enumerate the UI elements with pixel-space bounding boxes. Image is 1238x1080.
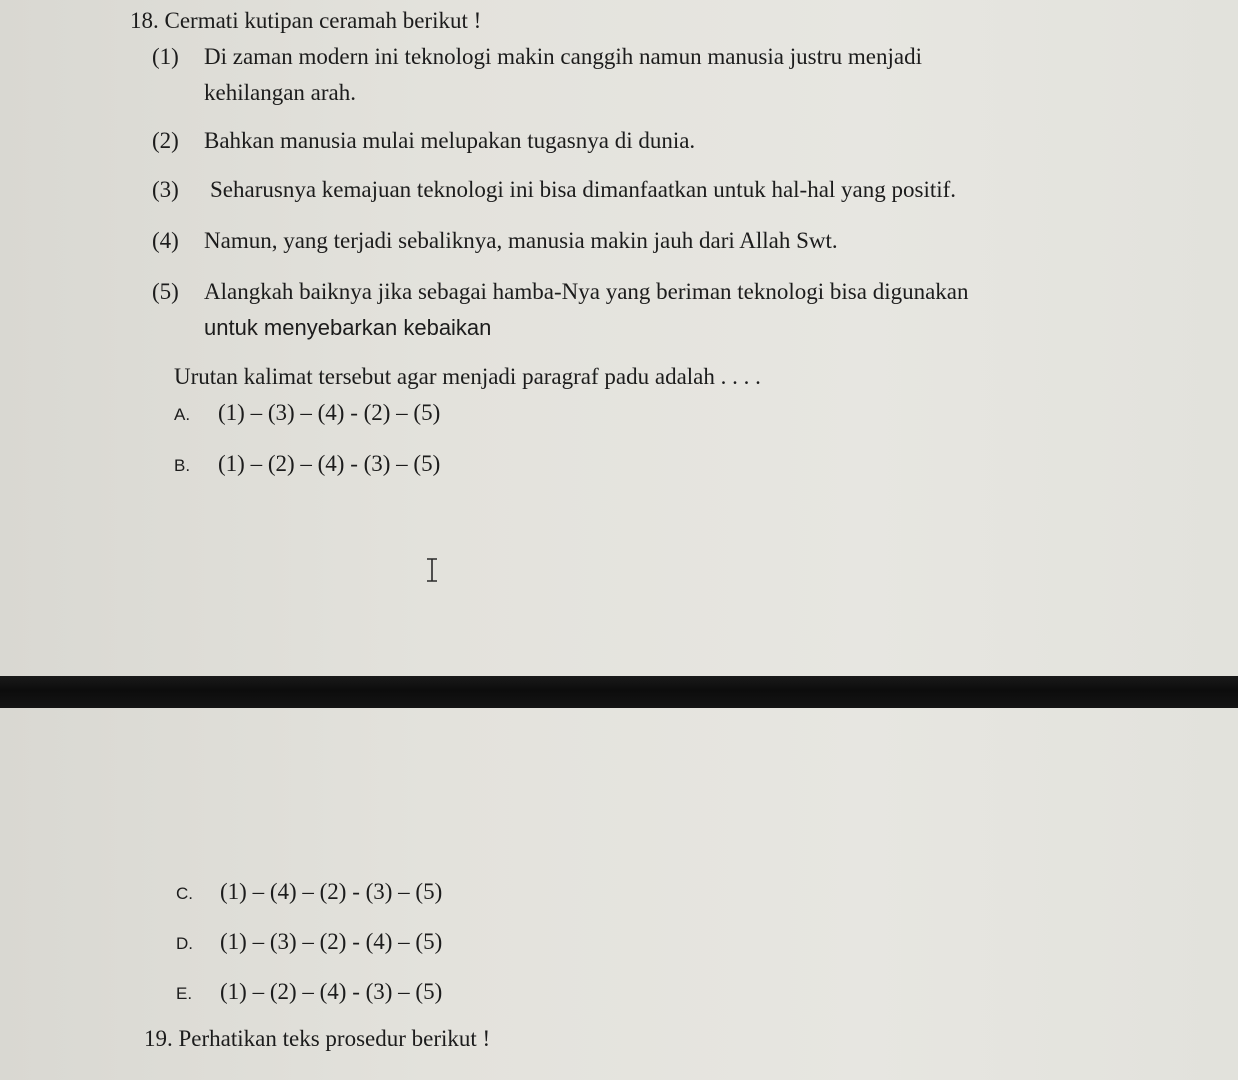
option-text: (1) – (3) – (4) - (2) – (5) [218, 400, 441, 425]
option-letter: D. [176, 934, 193, 953]
question-18-prompt: Urutan kalimat tersebut agar menjadi paragraf padu adalah . . . . [174, 364, 761, 389]
option-letter: B. [174, 456, 191, 475]
option-text: (1) – (3) – (2) - (4) – (5) [220, 929, 443, 954]
option-e[interactable] [176, 979, 442, 1005]
sentence-text: Bahkan manusia mulai melupakan tugasnya di dunia. [204, 128, 696, 153]
option-a[interactable] [174, 400, 440, 426]
sentence-text: Seharusnya kemajuan teknologi ini bisa dimanfaatkan untuk hal-hal yang positif. [210, 177, 957, 202]
sentence-1-continuation: kehilangan arah. [204, 80, 356, 105]
sentence-1 [152, 44, 922, 70]
sentence-number: (5) [152, 279, 179, 304]
option-c[interactable] [176, 879, 442, 905]
option-b[interactable] [174, 451, 440, 477]
option-letter: E. [176, 984, 193, 1003]
option-letter: A. [174, 405, 191, 424]
sentence-number: (2) [152, 128, 179, 153]
sentence-4 [152, 228, 838, 254]
question-18-title: 18. Cermati kutipan ceramah berikut ! [130, 8, 482, 33]
sentence-5-continuation: untuk menyebarkan kebaikan [204, 315, 492, 340]
sentence-number: (3) [152, 177, 179, 202]
sentence-text: Namun, yang terjadi sebaliknya, manusia makin jauh dari Allah Swt. [204, 228, 838, 253]
question-19-title: 19. Perhatikan teks prosedur berikut ! [144, 1026, 491, 1051]
screen-divider-bar [0, 676, 1238, 708]
sentence-number: (1) [152, 44, 179, 69]
text-cursor-icon [425, 558, 439, 582]
option-letter: C. [176, 884, 193, 903]
option-text: (1) – (2) – (4) - (3) – (5) [220, 979, 443, 1004]
option-text: (1) – (2) – (4) - (3) – (5) [218, 451, 441, 476]
sentence-text: Di zaman modern ini teknologi makin canggih namun manusia justru menjadi [204, 44, 922, 69]
option-text: (1) – (4) – (2) - (3) – (5) [220, 879, 443, 904]
sentence-text: Alangkah baiknya jika sebagai hamba-Nya yang beriman teknologi bisa digunakan [204, 279, 969, 304]
sentence-2 [152, 128, 695, 154]
option-d[interactable] [176, 929, 442, 955]
sentence-5 [152, 279, 969, 305]
sentence-3 [152, 177, 956, 203]
sentence-number: (4) [152, 228, 179, 253]
